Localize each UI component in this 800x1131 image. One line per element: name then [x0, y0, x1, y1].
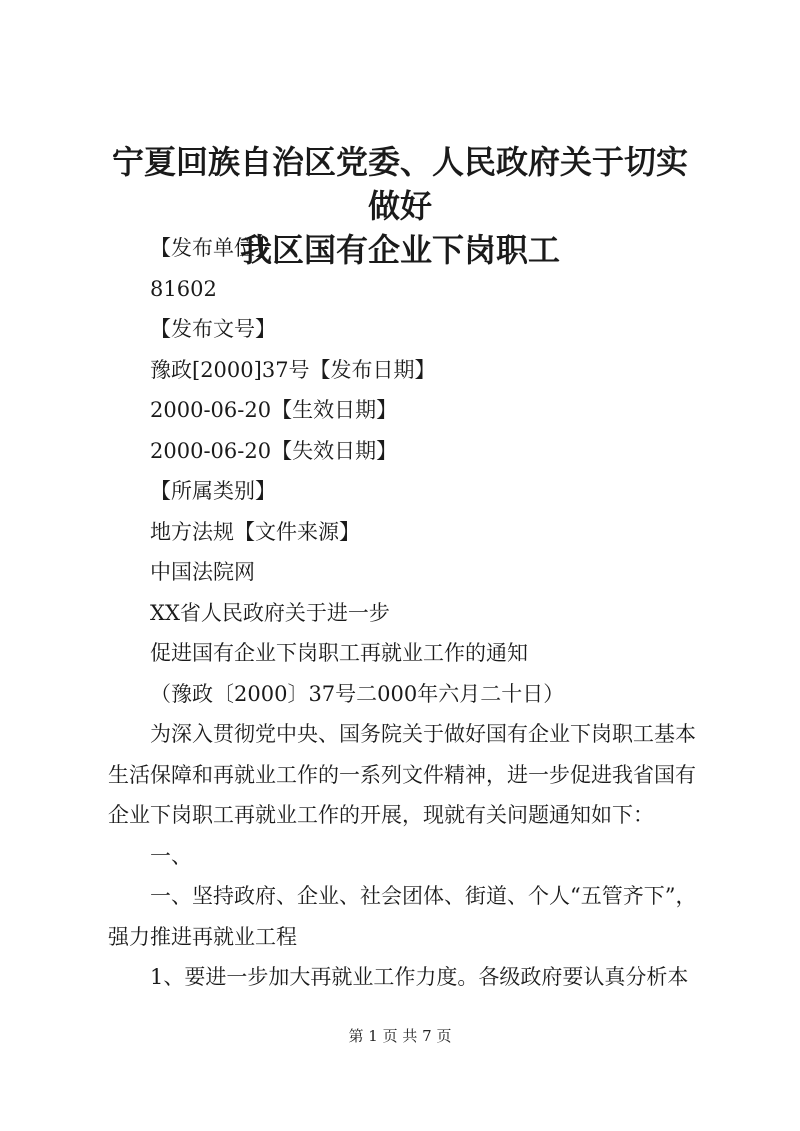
field-value-publish-date: 2000-06-20【生效日期】	[150, 398, 398, 422]
field-value-effective-date: 2000-06-20【失效日期】	[150, 438, 398, 463]
paragraph-line: 强力推进再就业工程	[108, 924, 297, 949]
section-mark: 一、	[150, 843, 192, 868]
paragraph-line: 一、坚持政府、企业、社会团体、街道、个人“五管齐下”，	[150, 884, 697, 908]
field-label-publisher: 【发布单位】	[150, 236, 276, 260]
notice-title-line-2: 促进国有企业下岗职工再就业工作的通知	[150, 641, 528, 665]
field-value-doc-number: 豫政[2000]37号【发布日期】	[150, 357, 436, 382]
field-value-category: 地方法规【文件来源】	[150, 519, 360, 544]
title-line-1: 宁夏回族自治区党委、人民政府关于切实做好	[111, 143, 688, 225]
title-line-2: 我区国有企业下岗职工	[239, 231, 560, 269]
paragraph-line: 1、要进一步加大再就业工作力度。各级政府要认真分析本	[150, 965, 689, 989]
page-footer: 第 1 页 共 7 页	[348, 1027, 452, 1045]
field-label-doc-number: 【发布文号】	[150, 317, 276, 341]
paragraph-line: 为深入贯彻党中央、国务院关于做好国有企业下岗职工基本	[150, 722, 696, 746]
paragraph-line: 企业下岗职工再就业工作的开展，现就有关问题通知如下：	[108, 803, 654, 827]
document-body	[108, 228, 708, 998]
notice-reference: （豫政〔2000〕37号二000年六月二十日）	[150, 681, 565, 706]
field-label-category: 【所属类别】	[150, 479, 276, 503]
field-value-publisher: 81602	[150, 276, 217, 301]
field-value-source: 中国法院网	[150, 560, 255, 584]
notice-title-line-1: XX省人民政府关于进一步	[150, 600, 390, 625]
paragraph-line: 生活保障和再就业工作的一系列文件精神，进一步促进我省国有	[108, 762, 696, 787]
